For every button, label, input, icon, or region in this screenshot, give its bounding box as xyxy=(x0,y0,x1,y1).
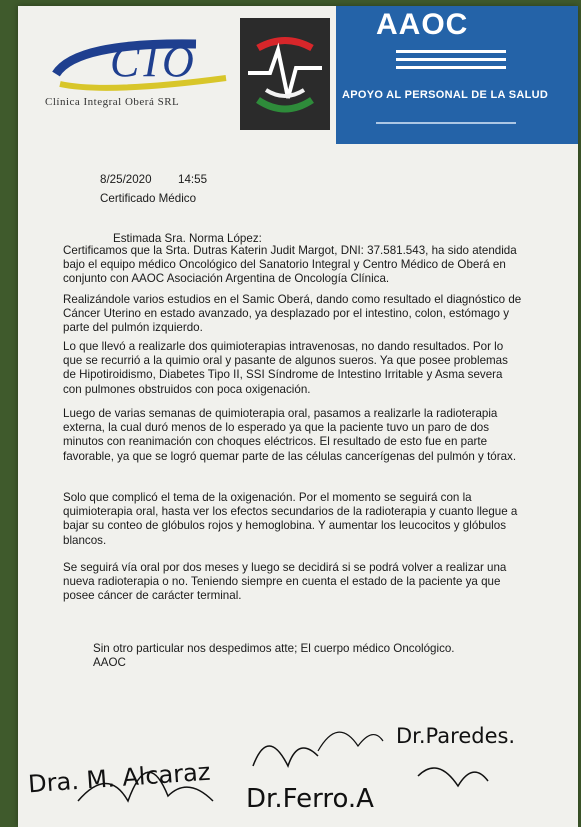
paragraph-6: Se seguirá vía oral por dos meses y luego se decidirá si se podrá volver a realizar una nueva radioterapia o no. Teniendo siempre en cuenta el estado de la paciente ya que posee cáncer de carácter terminal. xyxy=(63,561,507,603)
heartbeat-icon xyxy=(240,18,330,130)
document-page xyxy=(18,6,578,827)
signature-alcaraz: Dra. M. Alcaraz xyxy=(27,757,212,799)
signature-paredes: Dr.Paredes. xyxy=(396,724,516,748)
greeting: Estimada Sra. Norma López: xyxy=(113,232,262,245)
closing-org: AAOC xyxy=(93,656,126,670)
cio-logo xyxy=(46,34,236,94)
letter-date: 8/25/2020 xyxy=(100,173,152,186)
signature-area xyxy=(18,706,578,827)
heartbeat-logo xyxy=(240,18,330,130)
aaoc-title: AAOC xyxy=(376,8,469,41)
aaoc-emblem-icon xyxy=(396,46,516,86)
document-type: Certificado Médico xyxy=(100,192,197,205)
signature-ferro: Dr.Ferro.A xyxy=(246,784,374,814)
aaoc-fine-print xyxy=(376,120,516,128)
paragraph-3: Lo que llevó a realizarle dos quimioterapias intravenosas, no dando resultados. Por lo que se recurrió a la quimio oral y pasante de algunos sueros. Ya que posee problemas de Hipotiroidismo, Diabetes Tipo II, SSI Síndrome de Intestino Irritable y Asma severa con pulmones obstruidos con poca oxigenación. xyxy=(63,340,508,396)
aaoc-banner xyxy=(336,6,578,144)
closing xyxy=(93,642,513,670)
closing-line: Sin otro particular nos despedimos atte; El cuerpo médico Oncológico. xyxy=(93,642,455,655)
paragraph-2: Realizándole varios estudios en el Samic Oberá, dando como resultado el diagnóstico de Cáncer Uterino en estado avanzado, ya desplazado por el intestino, colon, estómago y parte del pulmón izquierdo. xyxy=(63,293,522,335)
letter-time: 14:55 xyxy=(178,173,208,186)
cio-logo-text: CIO xyxy=(110,37,198,86)
paragraph-5: Solo que complicó el tema de la oxigenación. Por el momento se seguirá con la quimioterapia oral, hasta ver los efectos secundarios de la radioterapia y cuanto llegue a bajar su conteo de glóbulos rojos y hemoglobina. Y aumentar los leucocitos y glóbulos blancos. xyxy=(63,491,518,547)
paragraph-4: Luego de varias semanas de quimioterapia oral, pasamos a realizarle la radioterapia externa, la cual duró menos de lo esperado ya que la paciente tuvo un paro de dos minutos con reanimación con choques eléctricos. El resultado de esto fue en parte favorable, ya que se logró quemar parte de las células cancerígenas del pulmón y tórax. xyxy=(63,407,517,463)
aaoc-subtitle: APOYO AL PERSONAL DE LA SALUD xyxy=(342,89,549,101)
cio-subtitle: Clínica Integral Oberá SRL xyxy=(45,96,180,108)
paragraph-1: Certificamos que la Srta. Dutras Katerin Judit Margot, DNI: 37.581.543, ha sido atendida bajo el equipo médico Oncológico del Sanatorio Integral y Centro Médico de Oberá en conjunto con AAOC Asociación Argentina de Oncología Clínica. xyxy=(63,244,517,286)
